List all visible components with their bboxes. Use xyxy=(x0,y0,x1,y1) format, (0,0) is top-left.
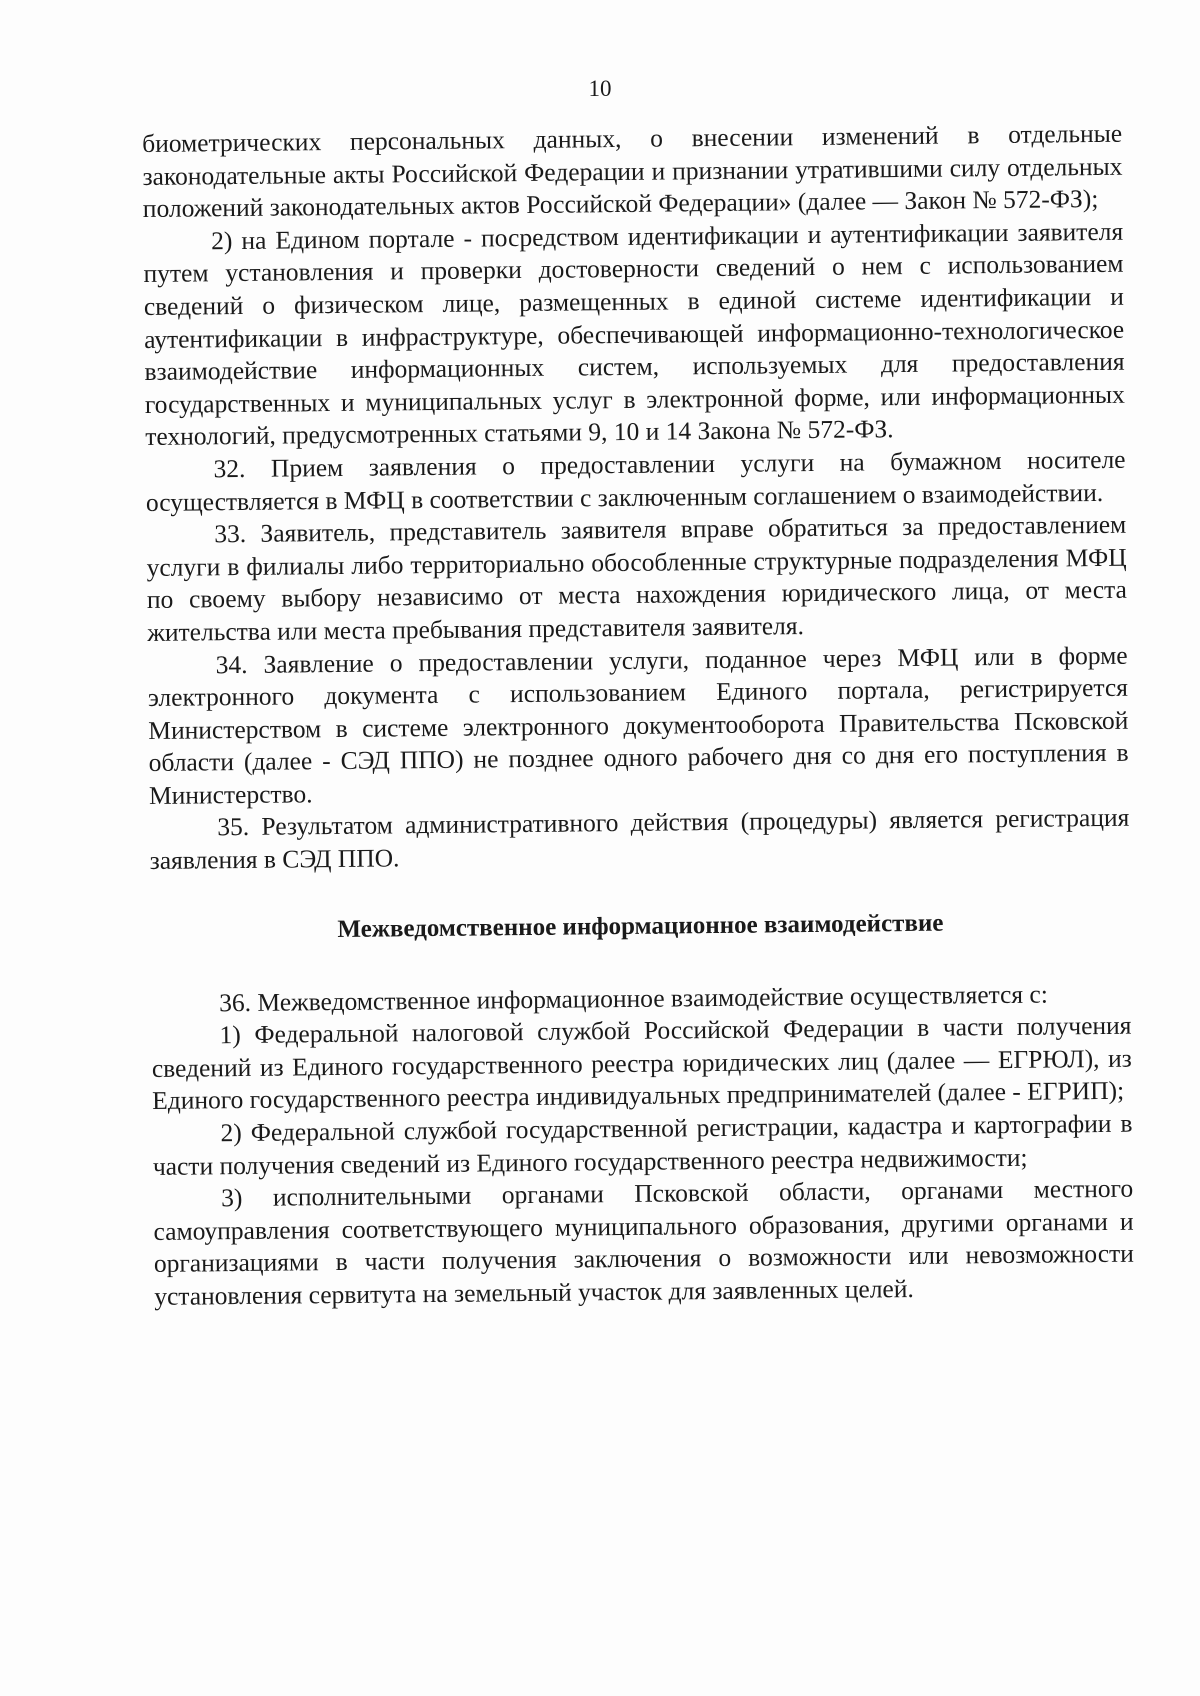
paragraph-35: 35. Результатом административного действия (процедуры) является регистрация заявления в СЭД ППО. xyxy=(149,803,1130,876)
page-number: 10 xyxy=(588,76,612,101)
paragraph-32: 32. Прием заявления о предоставлении услуги на бумажном носителе осуществляется в МФЦ в соответствии с заключенным соглашением о взаимодействии. xyxy=(145,444,1126,517)
paragraph-36: 36. Межведомственное информационное взаимодействие осуществляется с: xyxy=(219,979,1049,1017)
paragraph-33: 33. Заявитель, представитель заявителя вправе обратиться за предоставлением услуги в филиалы либо территориально обособленные структурные подразделения МФЦ по своему выбору независимо от места нахождения юридического лица, от места жительства или места пребывания представителя заявителя. xyxy=(146,509,1128,647)
paragraph-36-item-3: 3) исполнительными органами Псковской области, органами местного самоуправления соответствующего муниципального образования, другими органами и организациями в части получения заключения о возможности или невозможности установления сервитута на земельный участок для заявленных целей. xyxy=(153,1173,1134,1311)
section-heading: Межведомственное информационное взаимодействие xyxy=(337,909,944,943)
paragraph-34: 34. Заявление о предоставлении услуги, поданное через МФЦ или в форме электронного документа с использованием Единого портала, регистрируется Министерством в системе электронного документооборота Правительства Псковской области (далее - СЭД ППО) не позднее одного рабочего дня со дня его поступления в Министерство. xyxy=(147,640,1129,810)
document-body xyxy=(142,118,1134,1314)
paragraph-item-2: 2) на Едином портале - посредством идентификации и аутентификации заявителя путем установления и проверки достоверности сведений о нем с использованием сведений о физическом лице, размещенных в единой системе идентификации и аутентификации в инфраструктуре, обеспечивающей информационно-технологическое взаимодействие информационных систем, используемых для предоставления государственных и муниципальных услуг в электронной форме, или информационных технологий, предусмотренных статьями 9, 10 и 14 Закона № 572-ФЗ. xyxy=(143,216,1125,452)
paragraph-36-item-1: 1) Федеральной налоговой службой Российской Федерации в части получения сведений из Единого государственного реестра юридических лиц (далее — ЕГРЮЛ), из Единого государственного реестра индивидуальных предпринимателей (далее - ЕГРИП); xyxy=(151,1010,1132,1116)
paragraph-continuation: биометрических персональных данных, о внесении изменений в отдельные законодательные акты Российской Федерации и признании утратившими силу отдельных положений законодательных актов Российской Федерации» (далее — Закон № 572-ФЗ); xyxy=(142,118,1123,224)
paragraph-36-item-2: 2) Федеральной службой государственной регистрации, кадастра и картографии в части получения сведений из Единого государственного реестра недвижимости; xyxy=(152,1108,1133,1181)
